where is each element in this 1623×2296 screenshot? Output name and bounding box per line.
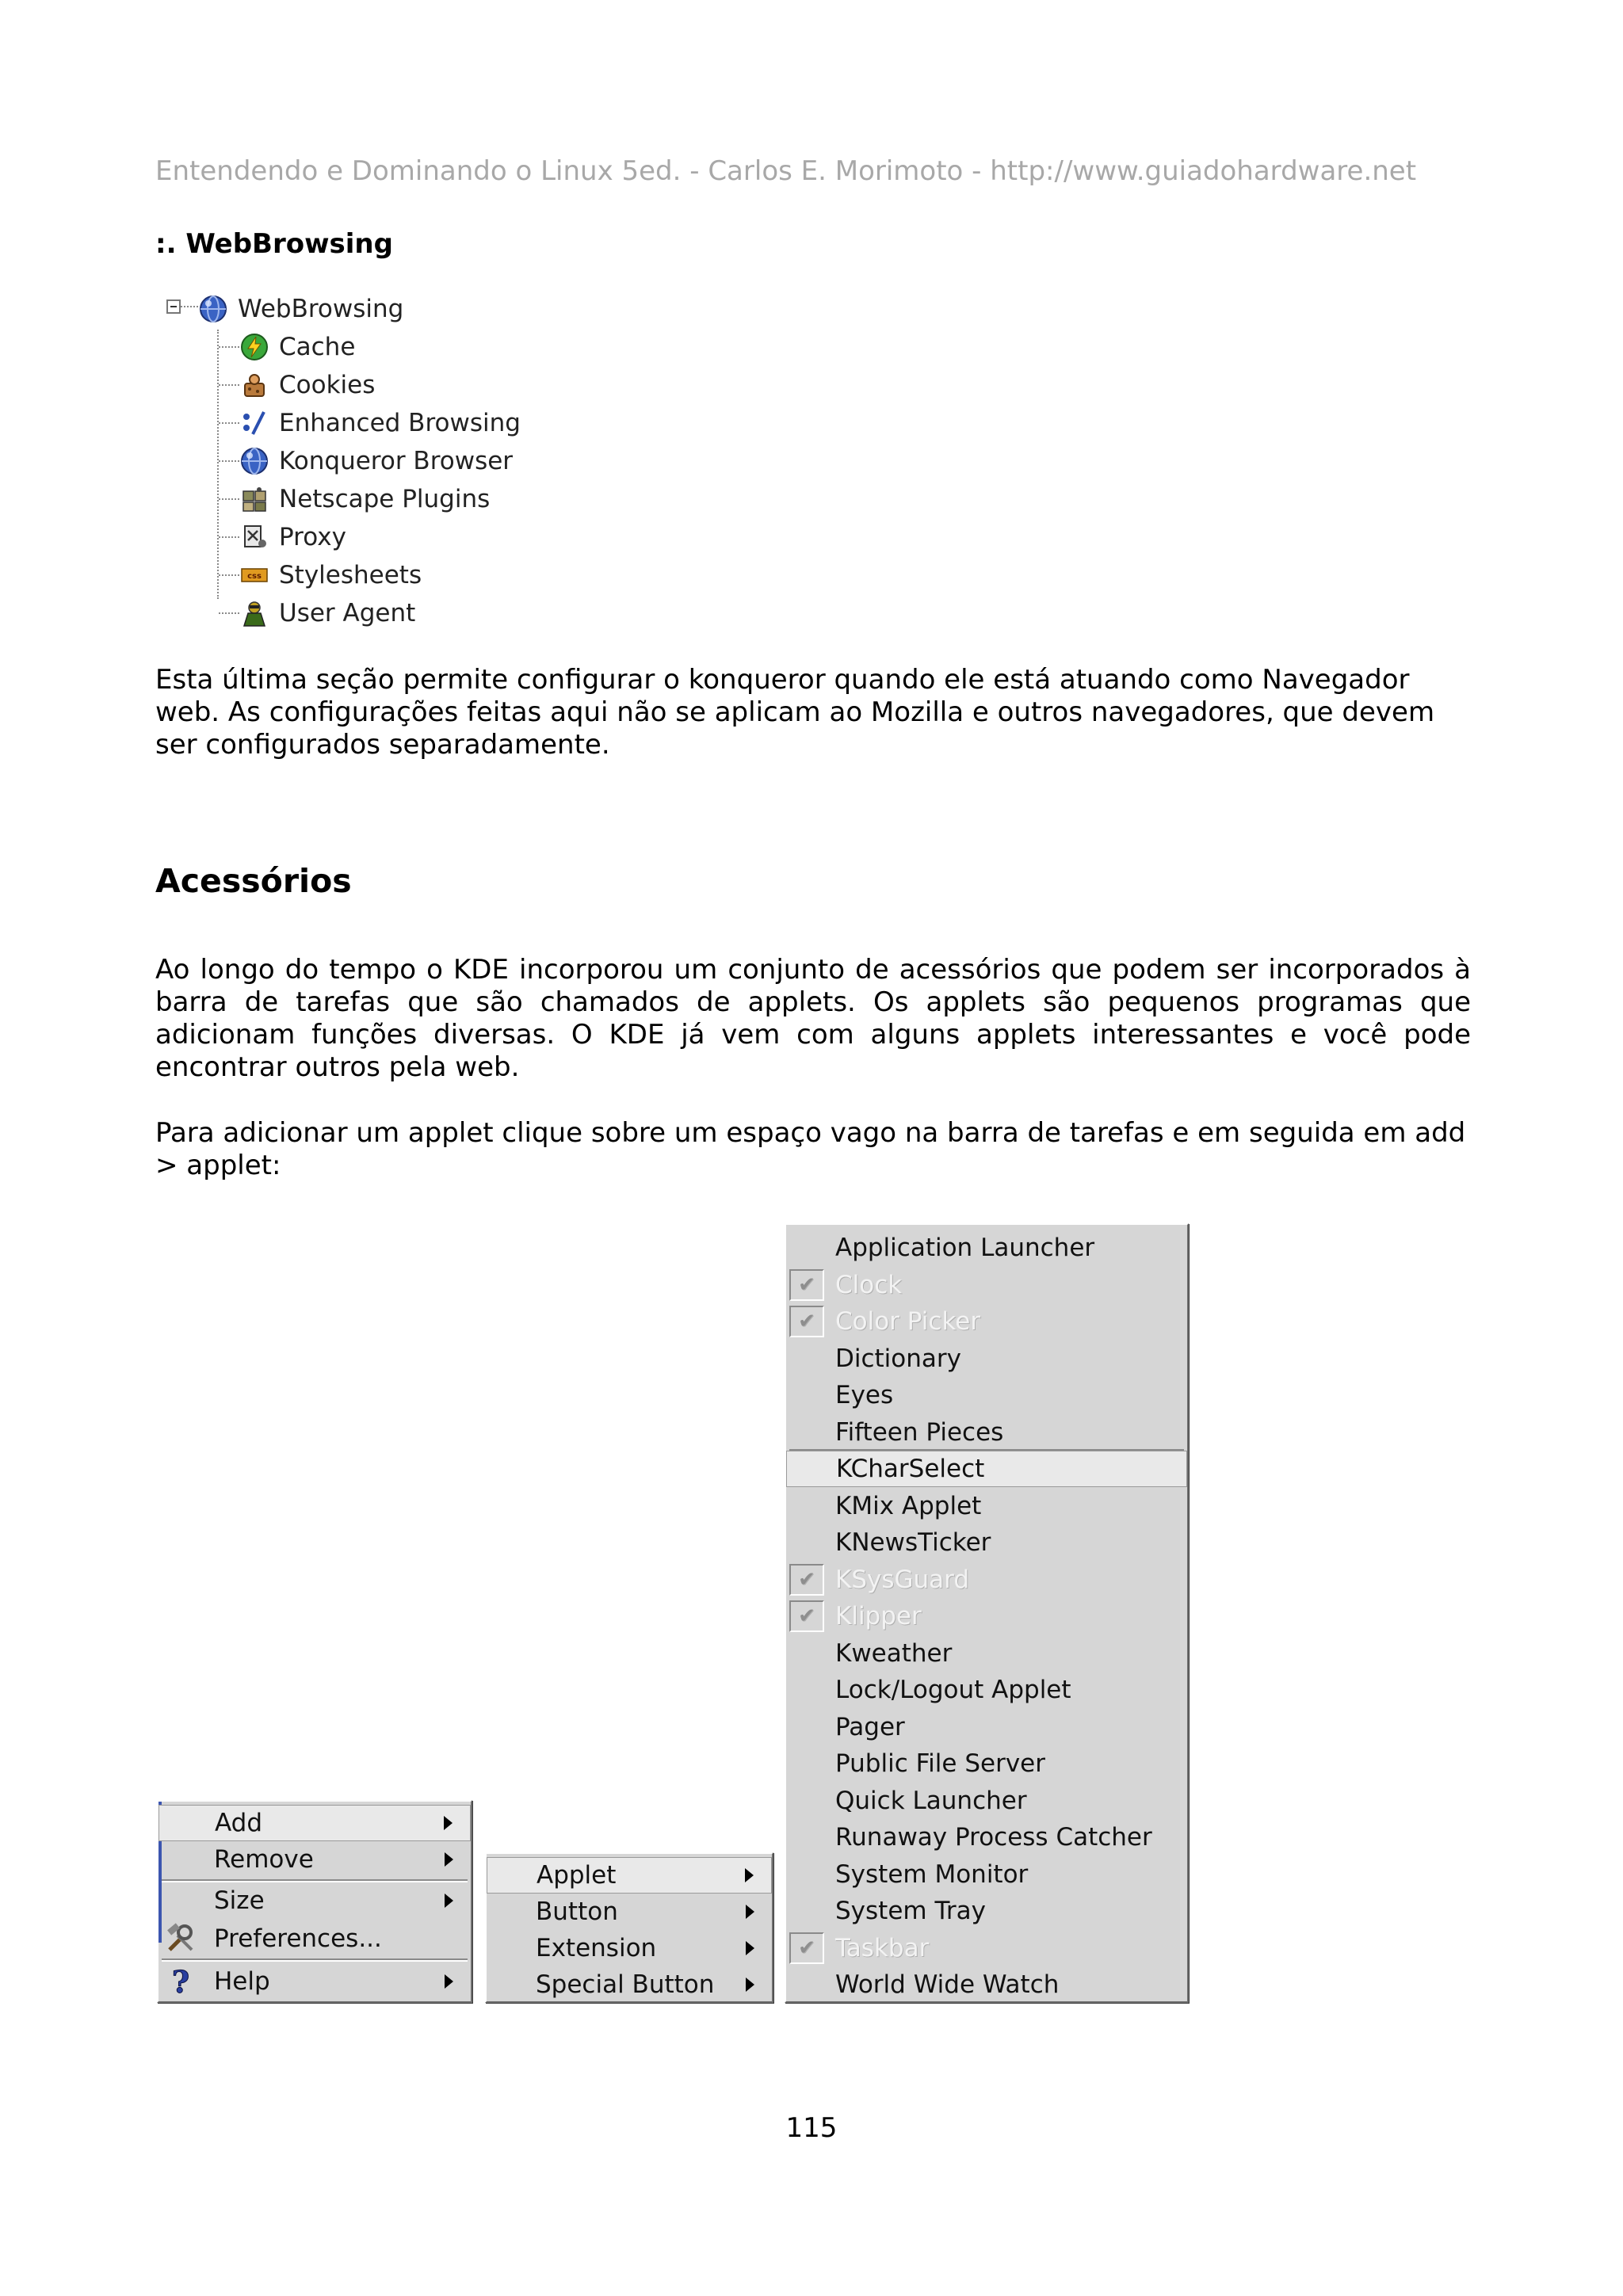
submenu-arrow-icon bbox=[745, 1868, 754, 1882]
applet-item-label: KCharSelect bbox=[836, 1455, 985, 1483]
tree-item-cache[interactable] bbox=[219, 331, 355, 363]
submenu-arrow-icon bbox=[445, 1974, 453, 1989]
applet-item-kweather[interactable] bbox=[786, 1635, 1187, 1672]
paragraph-add-applet: Para adicionar um applet clique sobre um espaço vago na barra de tarefas e em seguida em add > applet: bbox=[155, 1117, 1466, 1181]
menu-item-label: Size bbox=[214, 1886, 265, 1915]
applet-item-application-launcher[interactable] bbox=[786, 1230, 1187, 1266]
menu-item-label: Extension bbox=[536, 1934, 657, 1962]
heading-acessorios: Acessórios bbox=[155, 862, 352, 900]
tree-item-netscape-plugins[interactable] bbox=[219, 483, 490, 515]
menu-item-remove[interactable] bbox=[158, 1841, 471, 1878]
submenu-arrow-icon bbox=[444, 1816, 453, 1830]
page-number: 115 bbox=[785, 2112, 838, 2144]
applet-item-label: Kweather bbox=[835, 1638, 953, 1668]
applet-item-label: KNewsTicker bbox=[835, 1528, 991, 1557]
tree-connector bbox=[181, 306, 198, 307]
section-label: :. WebBrowsing bbox=[155, 228, 393, 260]
applet-item-label: Application Launcher bbox=[835, 1234, 1095, 1262]
applet-item-system-monitor[interactable] bbox=[786, 1856, 1187, 1893]
svg-text:css: css bbox=[247, 572, 262, 581]
applet-item-public-file-server[interactable] bbox=[786, 1745, 1187, 1782]
menu-item-applet[interactable] bbox=[487, 1857, 772, 1894]
tree-item-label: Enhanced Browsing bbox=[279, 409, 521, 437]
menu-item-help[interactable] bbox=[158, 1963, 471, 2000]
tree-collapse-toggle[interactable] bbox=[166, 299, 181, 314]
tree-item-proxy[interactable] bbox=[219, 521, 346, 553]
applet-item-knewsticker[interactable] bbox=[786, 1524, 1187, 1561]
checkmark-icon: ✔ bbox=[789, 1600, 824, 1632]
applet-item-runaway-process-catcher[interactable] bbox=[786, 1819, 1187, 1855]
tree-item-label: User Agent bbox=[279, 599, 416, 627]
menu-item-size[interactable] bbox=[158, 1882, 471, 1919]
applet-item-label: Fifteen Pieces bbox=[835, 1417, 1004, 1447]
applet-item-klipper[interactable] bbox=[786, 1598, 1187, 1634]
applet-item-label: Clock bbox=[835, 1270, 903, 1299]
tree-item-label: Proxy bbox=[279, 523, 346, 551]
submenu-arrow-icon bbox=[445, 1894, 453, 1908]
menu-item-label: Button bbox=[536, 1897, 618, 1926]
webbrowsing-tree bbox=[163, 288, 544, 642]
menu-item-special-button[interactable] bbox=[487, 1966, 772, 2003]
applet-item-label: Pager bbox=[835, 1712, 905, 1741]
checkmark-icon: ✔ bbox=[789, 1306, 824, 1337]
menu-item-label: Preferences... bbox=[214, 1924, 382, 1953]
globe-icon bbox=[198, 294, 228, 324]
menu-item-label: Special Button bbox=[536, 1970, 715, 1999]
tree-item-stylesheets[interactable] bbox=[219, 559, 422, 591]
applet-item-label: Klipper bbox=[835, 1602, 922, 1630]
applet-item-label: System Tray bbox=[835, 1897, 986, 1925]
cookie-jar-icon bbox=[239, 370, 269, 400]
menu-item-add[interactable] bbox=[158, 1805, 471, 1841]
tree-item-label: Cache bbox=[279, 333, 356, 361]
add-submenu bbox=[485, 1852, 773, 2003]
tree-item-label: Konqueror Browser bbox=[279, 447, 514, 475]
tree-item-konqueror-browser[interactable] bbox=[219, 445, 513, 477]
applet-list-menu bbox=[785, 1223, 1189, 2003]
applet-item-pager[interactable] bbox=[786, 1709, 1187, 1745]
cache-lightning-icon bbox=[239, 332, 269, 362]
applet-item-ksysguard[interactable] bbox=[786, 1562, 1187, 1598]
applet-item-label: Eyes bbox=[835, 1381, 894, 1409]
menu-item-label: Add bbox=[215, 1809, 263, 1837]
applet-item-taskbar[interactable] bbox=[786, 1930, 1187, 1966]
proxy-icon bbox=[239, 522, 269, 552]
css-icon bbox=[239, 560, 269, 590]
enhanced-browsing-icon bbox=[239, 408, 269, 438]
tree-item-label: Cookies bbox=[279, 371, 376, 399]
plugins-puzzle-icon bbox=[239, 484, 269, 514]
applet-item-label: Taskbar bbox=[835, 1933, 930, 1962]
applet-item-fifteen-pieces[interactable] bbox=[786, 1414, 1187, 1451]
submenu-arrow-icon bbox=[445, 1852, 453, 1867]
applet-item-dictionary[interactable] bbox=[786, 1341, 1187, 1377]
submenu-arrow-icon bbox=[746, 1978, 754, 1992]
tree-item-label: Netscape Plugins bbox=[279, 485, 491, 513]
applet-item-eyes[interactable] bbox=[786, 1377, 1187, 1413]
tree-item-cookies[interactable] bbox=[219, 369, 375, 401]
tree-item-enhanced-browsing[interactable] bbox=[219, 407, 521, 439]
applet-item-kcharselect[interactable] bbox=[786, 1451, 1187, 1487]
applet-item-label: Runaway Process Catcher bbox=[835, 1823, 1152, 1852]
applet-item-world-wide-watch[interactable] bbox=[786, 1966, 1187, 2003]
applet-item-clock[interactable] bbox=[786, 1267, 1187, 1303]
help-question-icon bbox=[163, 1964, 198, 1999]
svg-text:?: ? bbox=[171, 1966, 190, 1997]
applet-item-label: Quick Launcher bbox=[835, 1786, 1027, 1815]
applet-item-quick-launcher[interactable] bbox=[786, 1783, 1187, 1819]
paragraph-webbrowsing: Esta última seção permite configurar o konqueror quando ele está atuando como Navegador web. As configurações feitas aqui não se aplicam ao Mozilla e outros navegadores, que devem ser configurados separadamente. bbox=[155, 664, 1435, 761]
submenu-arrow-icon bbox=[746, 1941, 754, 1955]
tree-item-label: Stylesheets bbox=[279, 561, 422, 589]
applet-item-label: System Monitor bbox=[835, 1859, 1029, 1889]
menu-item-label: Remove bbox=[214, 1845, 314, 1874]
applet-item-label: KMix Applet bbox=[835, 1491, 982, 1520]
menu-item-extension[interactable] bbox=[487, 1930, 772, 1966]
applet-item-label: Dictionary bbox=[835, 1344, 961, 1373]
tree-root-webbrowsing[interactable] bbox=[198, 293, 403, 325]
applet-item-color-picker[interactable] bbox=[786, 1303, 1187, 1340]
applet-item-label: Color Picker bbox=[835, 1307, 981, 1336]
running-header: Entendendo e Dominando o Linux 5ed. - Carlos E. Morimoto - http://www.guiadohardware.net bbox=[155, 155, 1417, 187]
applet-item-label: Public File Server bbox=[835, 1749, 1045, 1778]
paragraph-applets: Ao longo do tempo o KDE incorporou um conjunto de acessórios que podem ser incorporados à barra de tarefas que são chamados de applets. Os applets são pequenos programas que adicionam funções diversas. O KDE já vem com alguns applets interessantes e você pode encontrar outros pela web. bbox=[155, 954, 1471, 1083]
checkmark-icon: ✔ bbox=[789, 1269, 824, 1301]
menu-item-label: Help bbox=[214, 1967, 270, 1996]
tools-icon bbox=[163, 1921, 198, 1956]
applet-item-lock-logout-applet[interactable] bbox=[786, 1672, 1187, 1708]
checkmark-icon: ✔ bbox=[789, 1932, 824, 1964]
checkmark-icon: ✔ bbox=[789, 1564, 824, 1596]
applet-item-system-tray[interactable] bbox=[786, 1893, 1187, 1929]
menu-separator bbox=[162, 1958, 468, 1962]
applet-item-label: Lock/Logout Applet bbox=[835, 1676, 1071, 1704]
applet-item-kmix-applet[interactable] bbox=[786, 1488, 1187, 1524]
applet-item-label: World Wide Watch bbox=[835, 1970, 1060, 1999]
user-agent-icon bbox=[239, 598, 269, 628]
menu-item-preferences[interactable] bbox=[158, 1920, 471, 1957]
panel-context-menu bbox=[157, 1800, 472, 2003]
tree-item-user-agent[interactable] bbox=[219, 597, 415, 629]
globe-icon bbox=[239, 446, 269, 476]
menu-item-button[interactable] bbox=[487, 1894, 772, 1930]
tree-root-label: WebBrowsing bbox=[238, 295, 404, 323]
submenu-arrow-icon bbox=[746, 1905, 754, 1919]
applet-item-label: KSysGuard bbox=[835, 1565, 970, 1594]
menu-item-label: Applet bbox=[537, 1861, 617, 1890]
